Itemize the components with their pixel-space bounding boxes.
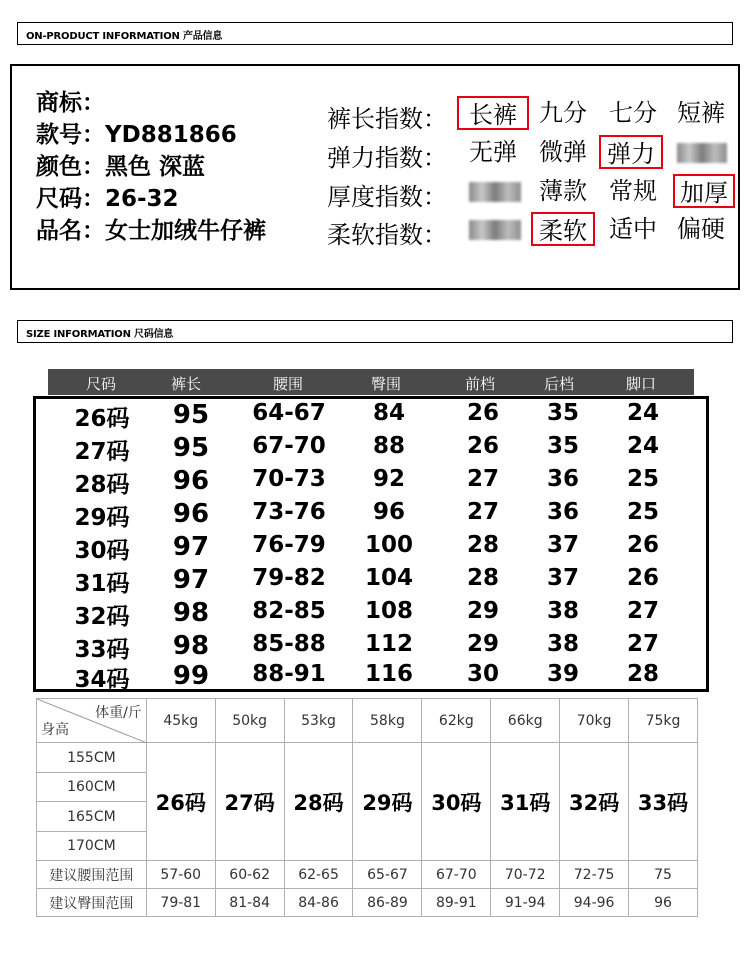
waist-range-cell: 67-70	[422, 861, 491, 889]
leg-opening-cell: 26	[626, 532, 659, 558]
size-col-header: 尺码	[85, 375, 116, 393]
recommended-size-cell: 30码	[422, 743, 491, 861]
leg-opening-col-header: 脚口	[625, 375, 656, 393]
front-rise-cell: 26	[466, 400, 499, 426]
table-row	[36, 631, 706, 664]
stretch-option-high	[677, 143, 727, 163]
weight-cell: 66kg	[491, 699, 560, 743]
hip-cell: 96	[372, 499, 405, 525]
size-table-header	[48, 369, 694, 395]
recommended-size-cell: 27码	[215, 743, 284, 861]
waist-range-cell: 65-67	[353, 861, 422, 889]
table-row	[36, 532, 706, 565]
name-line: 品名：女士加绒牛仔裤	[36, 218, 266, 244]
weight-cell: 58kg	[353, 699, 422, 743]
length-cell: 98	[172, 631, 210, 661]
waist-cell: 79-82	[252, 565, 326, 591]
thickness-option-thin	[469, 182, 521, 202]
length-cell: 99	[172, 661, 210, 691]
recommended-size-cell: 26码	[146, 743, 215, 861]
weight-header-row	[37, 699, 698, 743]
front-rise-cell: 30	[466, 661, 499, 687]
hip-range-cell: 91-94	[491, 889, 560, 917]
height-label: 身高	[41, 722, 69, 738]
back-rise-cell: 38	[546, 598, 579, 624]
length-cell: 96	[172, 499, 210, 529]
length-option-long: 长裤	[457, 96, 529, 130]
hip-col-header: 臀围	[370, 375, 401, 393]
leg-opening-cell: 27	[626, 631, 659, 657]
leg-opening-cell: 25	[626, 499, 659, 525]
front-rise-cell: 27	[466, 499, 499, 525]
hip-cell: 92	[372, 466, 405, 492]
front-rise-cell: 28	[466, 532, 499, 558]
height-cell: 170CM	[37, 832, 147, 861]
length-cell: 95	[172, 400, 210, 430]
back-rise-cell: 36	[546, 466, 579, 492]
size-cell: 34码	[74, 667, 130, 693]
height-row	[37, 743, 698, 773]
length-index-label: 裤长指数：	[327, 105, 447, 133]
hip-range-cell: 96	[629, 889, 698, 917]
hip-range-label: 建议臀围范围	[37, 889, 147, 917]
hip-range-row	[37, 889, 698, 917]
size-info-header-text: SIZE INFORMATION 尺码信息	[26, 329, 174, 340]
brand-line: 商标：	[36, 90, 105, 116]
model-line: 款号：YD881866	[36, 122, 237, 148]
waist-cell: 85-88	[252, 631, 326, 657]
weight-cell: 53kg	[284, 699, 353, 743]
softness-index-label: 柔软指数：	[327, 221, 447, 249]
recommended-size-cell: 31码	[491, 743, 560, 861]
thickness-option-regular: 常规	[609, 177, 657, 205]
waist-range-cell: 70-72	[491, 861, 560, 889]
weight-cell: 70kg	[560, 699, 629, 743]
hip-cell: 108	[364, 598, 413, 624]
recommended-size-cell: 28码	[284, 743, 353, 861]
table-row	[36, 565, 706, 598]
front-rise-cell: 26	[466, 433, 499, 459]
stretch-index-label: 弹力指数：	[327, 144, 447, 172]
back-rise-cell: 36	[546, 499, 579, 525]
height-cell: 165CM	[37, 802, 147, 832]
length-cell: 97	[172, 565, 210, 595]
size-info-header	[17, 320, 733, 343]
product-info-box	[10, 64, 740, 290]
table-row	[36, 433, 706, 466]
back-rise-col-header: 后档	[543, 375, 574, 393]
back-rise-cell: 37	[546, 565, 579, 591]
hip-cell: 104	[364, 565, 413, 591]
waist-cell: 88-91	[252, 661, 326, 687]
hip-cell: 112	[364, 631, 413, 657]
thickness-option-thick: 加厚	[673, 174, 735, 208]
size-cell: 33码	[74, 637, 130, 663]
hip-cell: 100	[364, 532, 413, 558]
waist-range-cell: 72-75	[560, 861, 629, 889]
front-rise-cell: 28	[466, 565, 499, 591]
leg-opening-cell: 28	[626, 661, 659, 687]
waist-cell: 70-73	[252, 466, 326, 492]
waist-cell: 73-76	[252, 499, 326, 525]
hip-range-cell: 79-81	[146, 889, 215, 917]
stretch-option-none: 无弹	[469, 138, 517, 166]
recommended-size-cell: 32码	[560, 743, 629, 861]
length-option-short: 短裤	[677, 99, 725, 127]
recommended-size-cell: 29码	[353, 743, 422, 861]
table-row	[36, 400, 706, 433]
size-line: 尺码：26-32	[36, 186, 179, 212]
hip-range-cell: 89-91	[422, 889, 491, 917]
weight-cell: 45kg	[146, 699, 215, 743]
height-cell: 160CM	[37, 773, 147, 802]
stretch-option-stretch: 弹力	[599, 135, 663, 169]
leg-opening-cell: 26	[626, 565, 659, 591]
hip-range-cell: 81-84	[215, 889, 284, 917]
leg-opening-cell: 25	[626, 466, 659, 492]
weight-cell: 62kg	[422, 699, 491, 743]
back-rise-cell: 38	[546, 631, 579, 657]
waist-range-label: 建议腰围范围	[37, 861, 147, 889]
back-rise-cell: 35	[546, 433, 579, 459]
size-cell: 32码	[74, 604, 130, 630]
back-rise-cell: 39	[546, 661, 579, 687]
softness-option-super	[469, 220, 521, 240]
recommended-size-cell: 33码	[629, 743, 698, 861]
size-cell: 31码	[74, 571, 130, 597]
product-spec-list	[36, 87, 266, 247]
table-row	[36, 466, 706, 499]
hip-range-cell: 86-89	[353, 889, 422, 917]
waist-range-cell: 57-60	[146, 861, 215, 889]
hip-cell: 116	[364, 661, 413, 687]
weight-cell: 50kg	[215, 699, 284, 743]
softness-option-soft: 柔软	[531, 212, 595, 246]
product-info-header-text: ON-PRODUCT INFORMATION 产品信息	[26, 31, 223, 42]
leg-opening-cell: 24	[626, 400, 659, 426]
length-cell: 97	[172, 532, 210, 562]
length-option-seventh: 七分	[609, 99, 657, 127]
diagonal-header-cell	[37, 699, 147, 743]
back-rise-cell: 35	[546, 400, 579, 426]
color-line: 颜色：黑色 深蓝	[36, 154, 206, 180]
length-col-header: 裤长	[170, 375, 201, 393]
thickness-option-light: 薄款	[539, 177, 587, 205]
length-cell: 96	[172, 466, 210, 496]
length-option-ninth: 九分	[539, 99, 587, 127]
waist-range-cell: 62-65	[284, 861, 353, 889]
waist-range-row	[37, 861, 698, 889]
hip-cell: 84	[372, 400, 405, 426]
stretch-option-slight: 微弹	[539, 138, 587, 166]
waist-cell: 76-79	[252, 532, 326, 558]
waist-range-cell: 60-62	[215, 861, 284, 889]
back-rise-cell: 37	[546, 532, 579, 558]
weight-cell: 75kg	[629, 699, 698, 743]
hip-range-cell: 94-96	[560, 889, 629, 917]
front-rise-cell: 27	[466, 466, 499, 492]
waist-range-cell: 75	[629, 861, 698, 889]
size-cell: 29码	[74, 505, 130, 531]
front-rise-col-header: 前档	[464, 375, 495, 393]
size-recommendation-table	[36, 698, 698, 917]
weight-label: 体重/斤	[95, 705, 142, 721]
table-row	[36, 598, 706, 631]
table-row	[36, 661, 706, 694]
leg-opening-cell: 24	[626, 433, 659, 459]
size-cell: 27码	[74, 439, 130, 465]
table-row	[36, 499, 706, 532]
length-cell: 98	[172, 598, 210, 628]
waist-cell: 64-67	[252, 400, 326, 426]
waist-col-header: 腰围	[272, 375, 303, 393]
product-info-header	[17, 22, 733, 45]
size-cell: 26码	[74, 406, 130, 432]
thickness-index-label: 厚度指数：	[327, 183, 447, 211]
size-table-body	[33, 396, 709, 692]
front-rise-cell: 29	[466, 631, 499, 657]
front-rise-cell: 29	[466, 598, 499, 624]
softness-option-medium: 适中	[609, 215, 657, 243]
softness-option-hard: 偏硬	[677, 215, 725, 243]
height-cell: 155CM	[37, 743, 147, 773]
leg-opening-cell: 27	[626, 598, 659, 624]
waist-cell: 82-85	[252, 598, 326, 624]
hip-cell: 88	[372, 433, 405, 459]
size-cell: 28码	[74, 472, 130, 498]
hip-range-cell: 84-86	[284, 889, 353, 917]
length-cell: 95	[172, 433, 210, 463]
size-cell: 30码	[74, 538, 130, 564]
waist-cell: 67-70	[252, 433, 326, 459]
